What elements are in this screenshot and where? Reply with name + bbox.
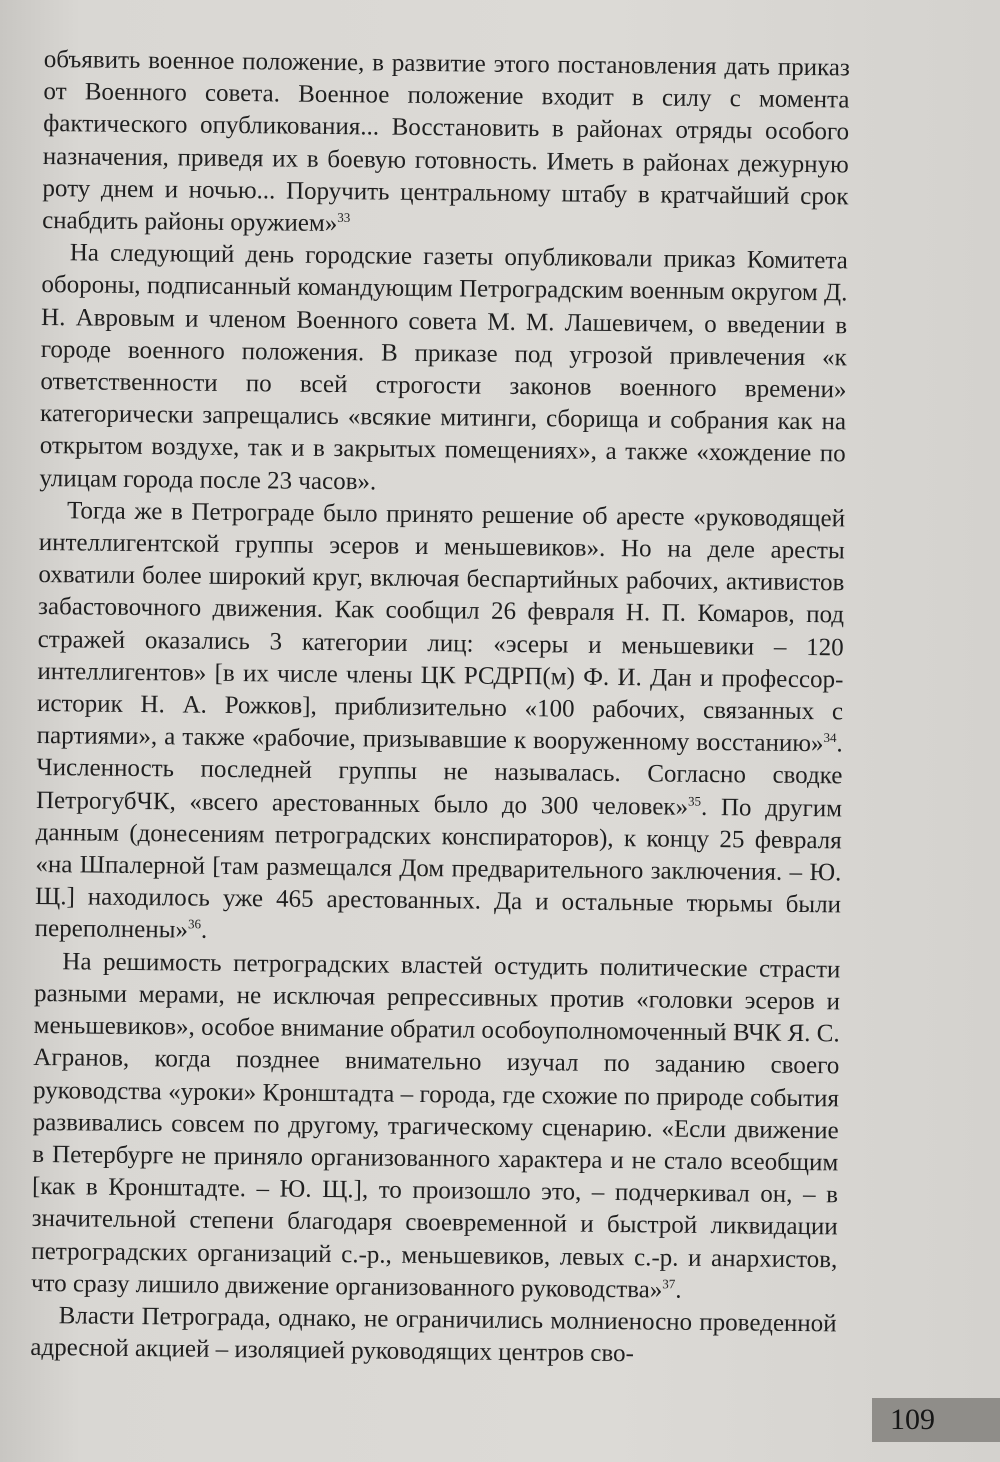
body-text	[30, 44, 850, 1373]
paragraph-4-end: .	[675, 1276, 682, 1304]
footnote-ref-33: 33	[337, 209, 351, 225]
paragraph-5-text: Власти Петрограда, однако, не ограничились молниеносно проведенной адресной акцией – изоляцией руководящих центров сво-	[30, 1302, 837, 1368]
footnote-ref-37: 37	[662, 1275, 676, 1292]
footnote-ref-34: 34	[823, 730, 837, 746]
paragraph-5	[30, 1300, 837, 1373]
footnote-ref-36: 36	[187, 916, 202, 932]
paragraph-1	[42, 44, 850, 246]
paragraph-3-text: Тогда же в Петрограде было принято решение об аресте «руководящей интеллигентской группы эсеров и меньшевиков». Но на деле аресты охватили более широкий круг, включая беспартийных рабочих, активистов забастовочного движения. Как сообщил 26 февраля Н. П. Комаров, под стражей оказались 3 категории лиц: «эсеры и меньшевики – 120 интеллигентов» [в их числе члены ЦК РСДРП(м) Ф. И. Дан и профессор-историк Н. А. Рожков], приблизительно «100 рабочих, связанных с партиями», а также «рабочие, призывавшие к вооруженному восстанию»	[36, 497, 846, 758]
paragraph-4-text: На решимость петроградских властей остудить политические страсти разными мерами, не исключая репрессивных против «головки эсеров и меньшевиков», особое внимание обратил особоуполномоченный ВЧК Я. С. Агранов, когда позднее внимательно изучал по заданию своего руководства «уроки» Кронштадта – города, где схожие по природе события развивались совсем по другому, трагическому сценарию. «Если движение в Петербурге не приняло организованного характера и не стало всеобщим [как в Кронштадте. – Ю. Щ.], то произошло это, – подчеркивал он, – в значительной степени благодаря своевременной и быстрой ликвидации петроградских организаций с.-р., меньшевиков, левых с.-р. и анархистов, что сразу лишило движение организованного руководства»	[30, 947, 841, 1304]
paragraph-3	[35, 495, 846, 954]
footnote-ref-35: 35	[688, 793, 702, 809]
paragraph-3-tail-2: . По другим данным (донесениям петроградских конспираторов), к концу 25 февраля «на Шпалерной [там размещался Дом предварительного заключения. – Ю. Щ.] находилось уже 465 арестованных. Да и остальные тюрьмы были переполнены»	[34, 793, 843, 945]
page-number: 109	[872, 1398, 1000, 1442]
paragraph-2	[39, 237, 848, 503]
paragraph-3-tail: . Численность последней группы не называлась. Согласно сводке ПетрогубЧК, «всего арестованных было до 300 человек»	[35, 730, 843, 821]
paragraph-2-text: На следующий день городские газеты опубликовали приказ Комитета обороны, подписанный командующим Петроградским военным округом Д. Н. Авровым и членом Военного совета М. М. Лашевичем, о введении в городе военного положения. В приказе под угрозой привлечения «к ответственности по всей строгости законов военного времени» категорически запрещались «всякие митинги, сборища и собрания как на открытом воздухе, так и в закрытых помещениях», а также «хождение по улицам города после 23 часов».	[39, 239, 848, 496]
paragraph-3-end: .	[200, 917, 208, 945]
paragraph-4	[31, 946, 841, 1309]
paragraph-1-text: объявить военное положение, в развитие этого постановления дать приказ от Военного совета. Военное положение входит в силу с момента фактического опубликования... Восстановить в районах отряды особого назначения, приведя их в боевую готовность. Иметь в районах дежурную роту днем и ночью... Поручить центральному штабу в кратчайший срок снабдить районы оружием»	[42, 45, 850, 238]
